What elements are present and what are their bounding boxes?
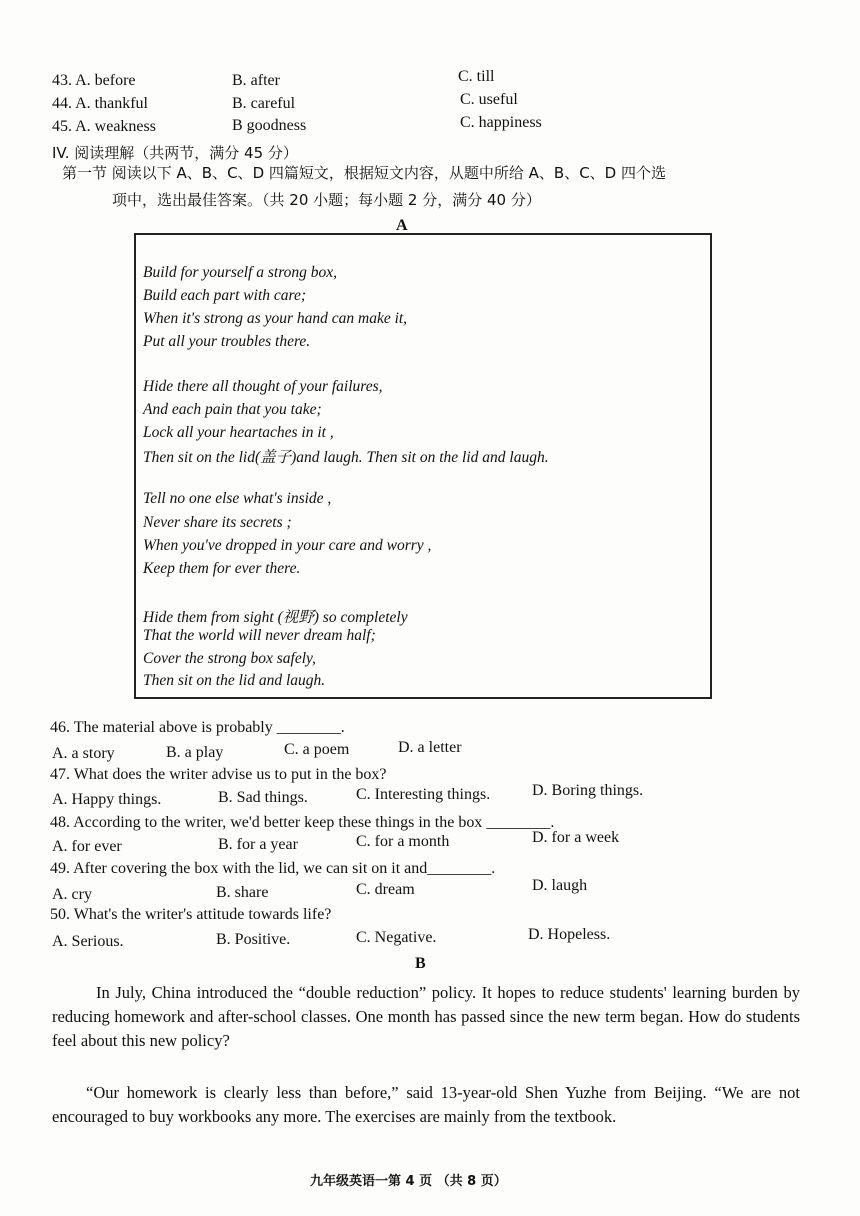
page-footer: 九年级英语一第 4 页 （共 8 页） (310, 1174, 507, 1189)
poem-line: Lock all your heartaches in it , (143, 424, 334, 441)
passage-b-label: B (415, 955, 426, 972)
question-48-option-c: C. for a month (356, 833, 450, 850)
question-49-option-d: D. laugh (532, 877, 588, 894)
option-43-a: 43. A. before (52, 72, 136, 89)
question-46-stem: 46. The material above is probably ________. (50, 719, 345, 736)
option-44-c: C. useful (460, 91, 518, 108)
question-46-option-a: A. a story (52, 745, 115, 762)
poem-line: Build for yourself a strong box, (143, 264, 338, 281)
question-47-option-b: B. Sad things. (218, 789, 308, 806)
poem-line: Cover the strong box safely, (143, 650, 316, 667)
question-48-option-d: D. for a week (532, 829, 620, 846)
question-47-option-c: C. Interesting things. (356, 786, 491, 803)
question-50-option-d: D. Hopeless. (528, 926, 611, 943)
option-43-b: B. after (232, 72, 280, 89)
passage-b-paragraph-1: In July, China introduced the “double reduction” policy. It hopes to reduce students' learning burden by reducing homework and after-school classes. One month has passed since the new term began. How do students feel about this new policy? (52, 983, 800, 1050)
part1-instruction-line2: 项中，选出最佳答案。（共 20 小题；每小题 2 分，满分 40 分） (112, 191, 541, 209)
question-46-option-b: B. a play (166, 744, 224, 761)
section-heading: IV. 阅读理解（共两节，满分 45 分） (52, 144, 298, 162)
question-48-option-a: A. for ever (52, 838, 122, 855)
question-47-stem: 47. What does the writer advise us to put in the box? (50, 766, 387, 783)
poem-line: Hide them from sight (视野) so completely (143, 609, 408, 626)
question-46-option-d: D. a letter (398, 739, 462, 756)
question-49-stem: 49. After covering the box with the lid, we can sit on it and________. (50, 860, 496, 877)
question-50-option-c: C. Negative. (356, 929, 437, 946)
poem-line: Tell no one else what's inside , (143, 490, 332, 507)
question-48-option-b: B. for a year (218, 836, 298, 853)
passage-b-paragraph-2: “Our homework is clearly less than before,” said 13-year-old Shen Yuzhe from Beijing. “We are not encouraged to buy workbooks any more. The exercises are mainly from the textbook. (52, 1083, 800, 1126)
question-50-option-b: B. Positive. (216, 931, 291, 948)
poem-line: Never share its secrets ; (143, 514, 292, 531)
option-44-a: 44. A. thankful (52, 95, 148, 112)
poem-line: Put all your troubles there. (143, 333, 311, 350)
question-49-option-b: B. share (216, 884, 269, 901)
poem-line: Then sit on the lid and laugh. (143, 672, 326, 689)
poem-line: Keep them for ever there. (143, 560, 301, 577)
option-45-c: C. happiness (460, 114, 542, 131)
question-47-option-d: D. Boring things. (532, 782, 644, 799)
poem-line: And each pain that you take; (143, 401, 322, 418)
question-47-option-a: A. Happy things. (52, 791, 162, 808)
option-43-c: C. till (458, 68, 495, 85)
poem-line: That the world will never dream half; (143, 627, 376, 644)
question-50-stem: 50. What's the writer's attitude towards life? (50, 906, 332, 923)
option-45-a: 45. A. weakness (52, 118, 156, 135)
question-46-option-c: C. a poem (284, 741, 350, 758)
question-49-option-c: C. dream (356, 881, 415, 898)
option-44-b: B. careful (232, 95, 296, 112)
poem-line: Hide there all thought of your failures, (143, 378, 383, 395)
question-50-option-a: A. Serious. (52, 933, 124, 950)
poem-line: When it's strong as your hand can make it, (143, 310, 408, 327)
poem-line: When you've dropped in your care and worry , (143, 537, 432, 554)
poem-line: Build each part with care; (143, 287, 307, 304)
poem-line: Then sit on the lid(盖子)and laugh. Then sit on the lid and laugh. (143, 449, 549, 466)
option-45-b: B goodness (232, 117, 307, 134)
part1-instruction-line1: 第一节 阅读以下 A、B、C、D 四篇短文，根据短文内容，从题中所给 A、B、C、D 四个选 (62, 164, 666, 182)
question-49-option-a: A. cry (52, 886, 92, 903)
question-48-stem: 48. According to the writer, we'd better keep these things in the box ________. (50, 814, 555, 831)
passage-a-label: A (396, 217, 408, 234)
